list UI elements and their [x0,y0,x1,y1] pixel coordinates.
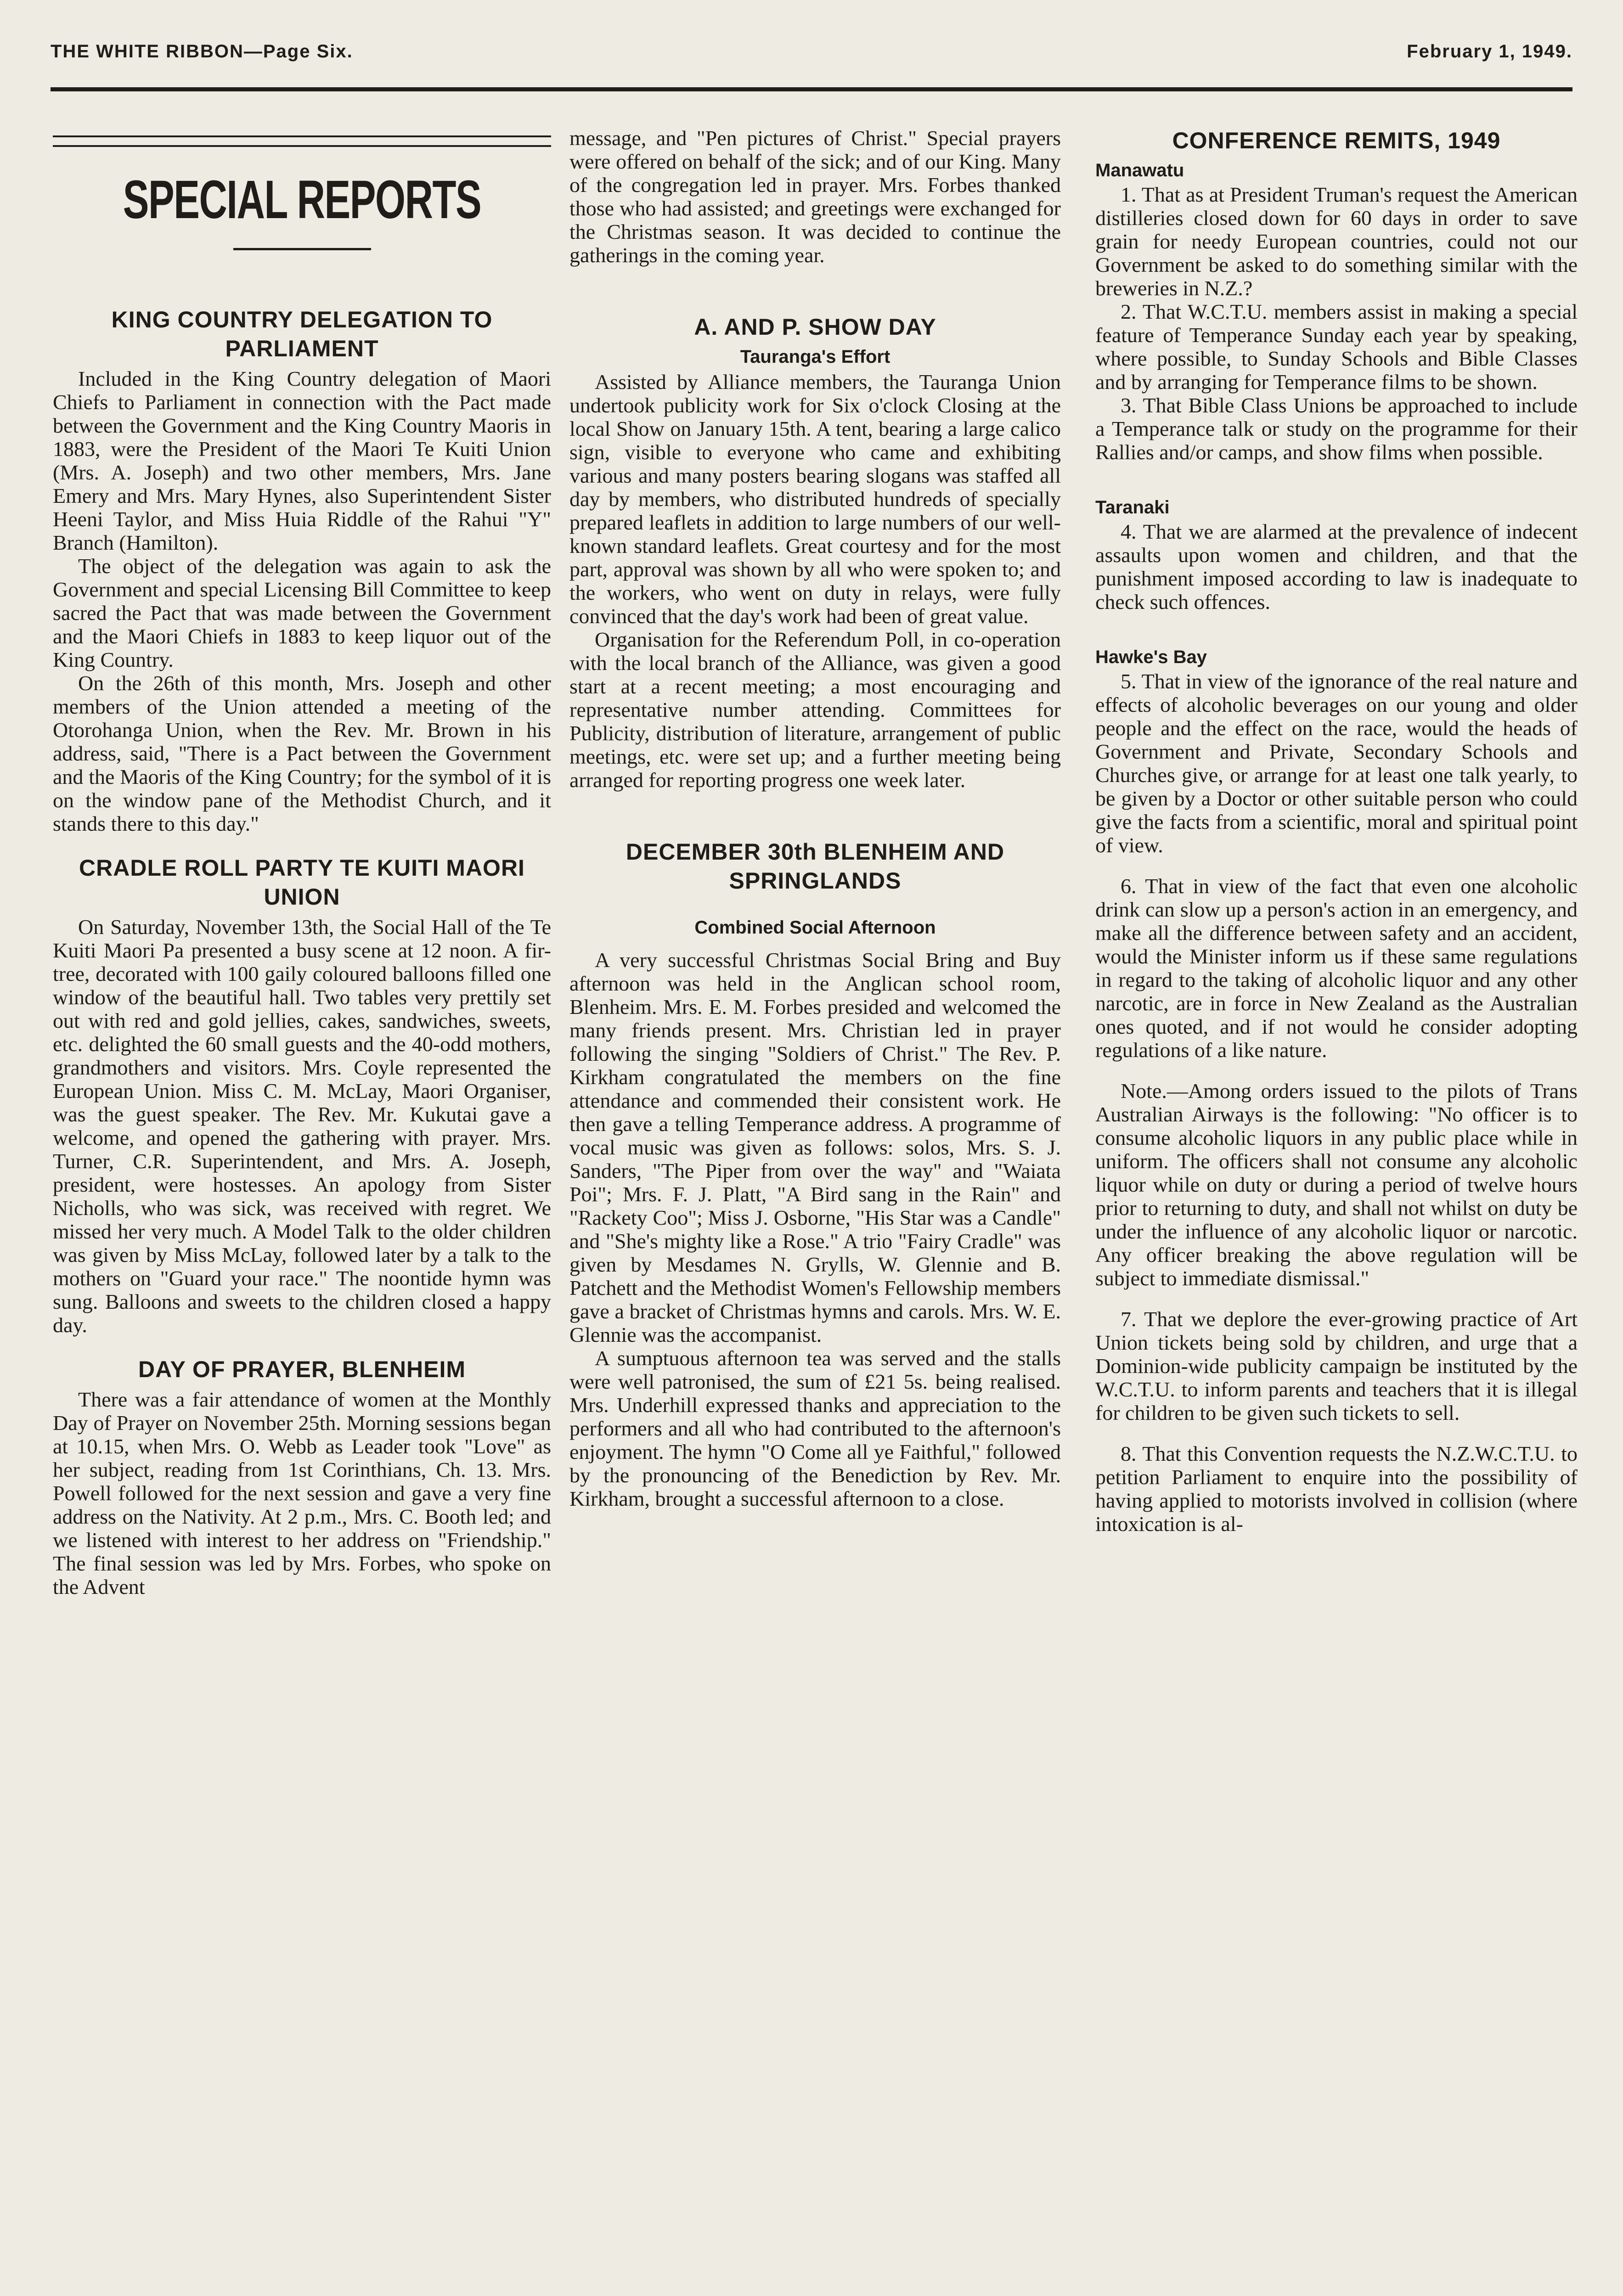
issue-date: February 1, 1949. [1407,41,1572,62]
region-taranaki: Taranaki [1095,497,1170,518]
running-header-title: THE WHITE RIBBON—Page Six. [51,41,353,62]
double-rule [53,135,551,147]
special-reports-title: SPECIAL REPORTS [123,169,481,230]
show-day-subheading: Tauranga's Effort [740,347,890,367]
header-rule [51,87,1572,91]
remit-paragraph: 6. That in view of the fact that even one alcoholic drink can slow up a person's action in an emergency, and make all the difference between safety and an accident, would the Minister inform us if these same regulations in regard to the taking of alcoholic liquor and any other narcotic, are in force in New Zealand as the Australian ones quoted, and if not would he consider adopting regulations of a like nature. [1095,874,1578,1062]
column-middle [569,126,1061,2296]
article-paragraph: message, and "Pen pictures of Christ." Special prayers were offered on behalf of the sick; and of our King. Many of the congregation led in prayer. Mrs. Forbes thanked those who had assisted; and greetings were exchanged for the Christmas season. It was decided to continue the gatherings in the coming year. [569,126,1061,267]
article-paragraph: On Saturday, November 13th, the Social Hall of the Te Kuiti Maori Pa presented a busy scene at 12 noon. A fir-tree, decorated with 100 gaily coloured balloons filled one window of the beautiful hall. Two tables very prettily set out with red and gold jellies, cakes, sandwiches, sweets, etc. delighted the 60 small guests and the 40-odd mothers, grandmothers and visitors. Mrs. Coyle represented the European Union. Miss C. M. McLay, Maori Organiser, was the guest speaker. The Rev. Mr. Kukutai gave a welcome, and opened the gathering with prayer. Mrs. Turner, C.R. Superintendent, and Mrs. A. Joseph, president, were hostesses. An apology from Sister Nicholls, who was sick, was received with regret. We missed her very much. A Model Talk to the older children was given by Miss McLay, followed later by a talk to the mothers on "Guard your race." The noontide hymn was sung. Balloons and sweets to the children closed a happy day. [53,915,551,1337]
day-of-prayer-heading: DAY OF PRAYER, BLENHEIM [138,1356,466,1382]
remit-paragraph: 1. That as at President Truman's request the American distilleries closed down for 60 days in order to save grain for needy European countries, could not our Government be asked to do something similar with the breweries in N.Z.? [1095,183,1578,300]
remit-paragraph: 4. That we are alarmed at the prevalence of indecent assaults upon women and children, and that the punishment imposed according to law is inadequate to check such offences. [1095,520,1578,613]
article-paragraph: On the 26th of this month, Mrs. Joseph and other members of the Union attended a meeting of the Otorohanga Union, when the Rev. Mr. Brown in his address, said, "There is a Pact between the Government and the Maoris of the King Country; for the symbol of it is on the window pane of the Methodist Church, and it stands there to this day." [53,671,551,835]
article-paragraph: Included in the King Country delegation of Maori Chiefs to Parliament in connection with the Pact made between the Government and the King Country Maoris in 1883, were the President of the Maori Te Kuiti Union (Mrs. A. Joseph) and two other members, Mrs. Jane Emery and Mrs. Mary Hynes, also Superintendent Sister Heeni Taylor, and Miss Huia Riddle of the Rahui "Y" Branch (Hamilton). [53,367,551,554]
article-paragraph: A sumptuous afternoon tea was served and the stalls were well patronised, the sum of £21 5s. being realised. Mrs. Underhill expressed thanks and appreciation to the performers and all who had contributed to the afternoon's enjoyment. The hymn "O Come all ye Faithful," followed by the pronouncing of the Benediction by Rev. Mr. Kirkham, brought a successful afternoon to a close. [569,1346,1061,1510]
remit-paragraph: 7. That we deplore the ever-growing practice of Art Union tickets being sold by children, and urge that a Dominion-wide publicity campaign be instituted by the W.C.T.U. to inform parents and teachers that it is illegal for children to be given such tickets to sell. [1095,1307,1578,1424]
remit-paragraph: 2. That W.C.T.U. members assist in making a special feature of Temperance Sunday each year by speaking, where possible, to Sunday Schools and Bible Classes and by arranging for Temperance films to be shown. [1095,300,1578,394]
article-paragraph: A very successful Christmas Social Bring and Buy afternoon was held in the Anglican school room, Blenheim. Mrs. E. M. Forbes presided and welcomed the many friends present. Mrs. Christian led in prayer following the singing "Soldiers of Christ." The Rev. P. Kirkham congratulated the members on the fine attendance and commended their consistent work. He then gave a telling Temperance address. A programme of vocal music was given as follows: solos, Mrs. S. J. Sanders, "The Piper from over the way" and "Waiata Poi"; Mrs. F. J. Platt, "A Bird sang in the Rain" and "Rackety Coo"; Miss J. Osborne, "His Star was a Candle" and "She's mighty like a Rose." A trio "Fairy Cradle" was given by Mesdames N. Grylls, W. Glennie and B. Patchett and the Methodist Women's Fellowship members gave a bracket of Christmas hymns and carols. Mrs. W. E. Glennie was the accompanist. [569,948,1061,1346]
region-manawatu: Manawatu [1095,160,1184,180]
december-heading: DECEMBER 30th BLENHEIM AND SPRINGLANDS [626,839,1005,894]
remit-paragraph: 5. That in view of the ignorance of the real nature and effects of alcoholic beverages on our young and older people and the effect on the race, would the heads of Government and Private, Secondary Schools and Churches give, or arrange for at least one talk yearly, to be given by a Doctor or other suitable person who could give the facts from a scientific, moral and spiritual point of view. [1095,670,1578,857]
region-hawkes-bay: Hawke's Bay [1095,647,1207,667]
remit-paragraph: 3. That Bible Class Unions be approached to include a Temperance talk or study on the programme for their Rallies and/or camps, and show films when possible. [1095,394,1578,464]
note-paragraph: Note.—Among orders issued to the pilots of Trans Australian Airways is the following: "No officer is to consume alcoholic liquors in any public place while in uniform. The officers shall not consume any alcoholic liquor while on duty or during a period of twelve hours prior to returning to duty, and shall not whilst on duty be under the influence of any alcoholic liquor or narcotic. Any officer breaking the above regulation will be subject to immediate dismissal." [1095,1079,1578,1290]
conference-remits-heading: CONFERENCE REMITS, 1949 [1172,128,1501,153]
article-paragraph: Assisted by Alliance members, the Tauranga Union undertook publicity work for Six o'clock Closing at the local Show on January 15th. A tent, bearing a large calico sign, visible to everyone who came and exhibiting various and many posters bearing slogans was staffed all day by members, who distributed hundreds of specially prepared leaflets in addition to large numbers of our well-known standard leaflets. Great courtesy and for the most part, approval was shown by all who were spoken to; and the workers, who went on duty in relays, were fully convinced that the day's work had been of great value. [569,370,1061,628]
article-paragraph: There was a fair attendance of women at the Monthly Day of Prayer on November 25th. Morning sessions began at 10.15, when Mrs. O. Webb as Leader took "Love" as her subject, reading from 1st Corinthians, Ch. 13. Mrs. Powell followed for the next session and gave a very fine address on the Nativity. At 2 p.m., Mrs. C. Booth led; and we listened with interest to her address on "Friendship." The final session was led by Mrs. Forbes, who spoke on the Advent [53,1388,551,1598]
article-paragraph: The object of the delegation was again to ask the Government and special Licensing Bill Committee to keep sacred the Pact that was made between the Government and the Maori Chiefs in 1883 to keep liquor out of the King Country. [53,554,551,671]
king-country-heading: KING COUNTRY DELEGATION TO PARLIAMENT [111,307,493,361]
article-paragraph: Organisation for the Referendum Poll, in co-operation with the local branch of the Alliance, was given a good start at a recent meeting; a most encouraging and representative number attending. Committees for Publicity, distribution of literature, arrangement of public meetings, etc. were set up; and a further meeting being arranged for reporting progress one week later. [569,628,1061,792]
show-day-heading: A. AND P. SHOW DAY [694,314,936,340]
column-left [53,126,551,2296]
column-right [1095,126,1578,2296]
cradle-roll-heading: CRADLE ROLL PARTY TE KUITI MAORI UNION [79,855,525,910]
december-subheading: Combined Social Afternoon [694,917,936,938]
page-header [51,41,1572,69]
title-rule [233,248,371,250]
remit-paragraph: 8. That this Convention requests the N.Z.W.C.T.U. to petition Parliament to enquire into the possibility of having applied to motorists involved in collision (where intoxication is al- [1095,1442,1578,1536]
